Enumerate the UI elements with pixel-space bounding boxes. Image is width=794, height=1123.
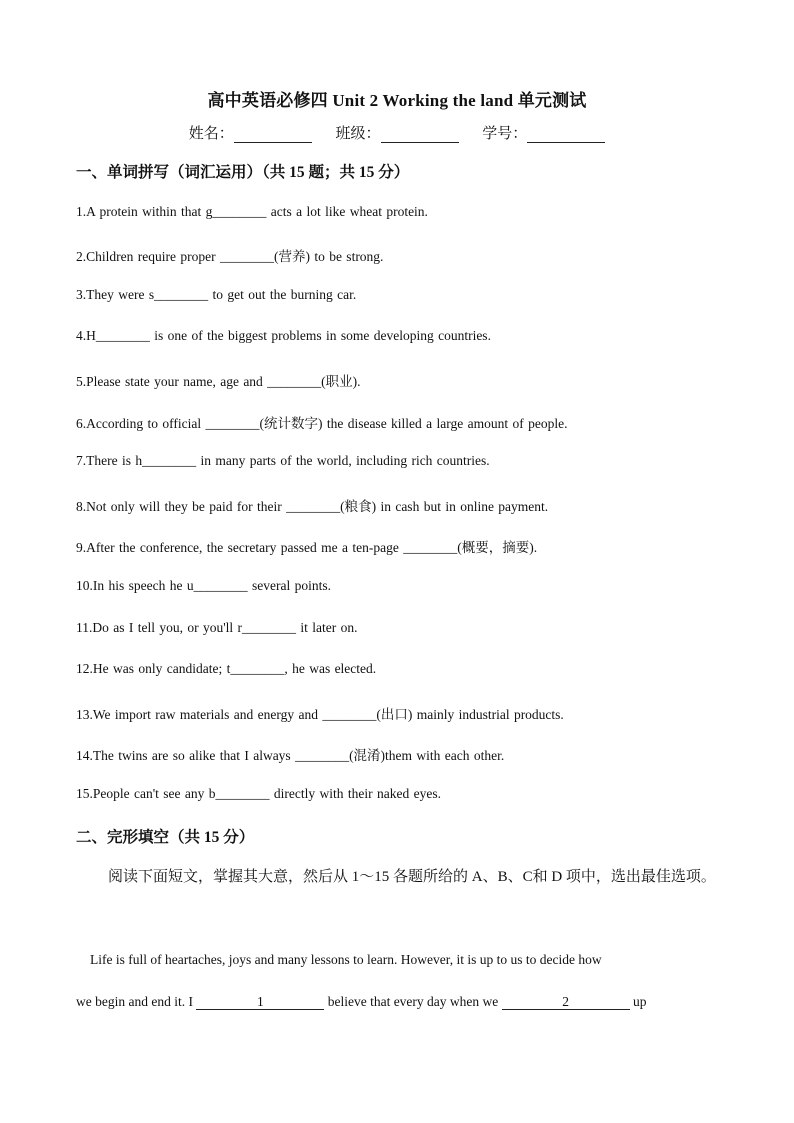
class-blank [381,128,459,143]
section2-instructions: 阅读下面短文，掌握其大意，然后从 1～15 各题所给的 A、B、C和 D 项中，选出最佳选项。 [108,869,716,885]
blank-2: 2 [502,995,630,1010]
passage-line-2 [76,994,716,1010]
class-label: 班级： [335,126,381,142]
question-4: 4.H________ is one of the biggest problems in some developing countries. [76,328,491,343]
name-blank [234,128,312,143]
question-8: 8.Not only will they be paid for their ________(粮食) in cash but in online payment. [76,499,549,514]
question-13: 13.We import raw materials and energy and ________(出口) mainly industrial products. [76,707,564,722]
passage-line-1: Life is full of heartaches, joys and many lessons to learn. However, it is up to us to decide how [90,952,602,967]
question-2: 2.Children require proper ________(营养) to be strong. [76,249,384,264]
question-3: 3.They were s________ to get out the burning car. [76,287,357,302]
question-9: 9.After the conference, the secretary passed me a ten-page ________(概要，摘要). [76,540,538,555]
id-blank [527,128,605,143]
question-5: 5.Please state your name, age and ________(职业). [76,374,361,389]
question-7: 7.There is h________ in many parts of the world, including rich countries. [76,453,490,468]
question-15: 15.People can't see any b________ directly with their naked eyes. [76,786,441,801]
question-12: 12.He was only candidate; t________, he was elected. [76,661,377,676]
section2-heading: 二、完形填空（共 15 分） [76,829,255,846]
question-11: 11.Do as I tell you, or you'll r________ it later on. [76,620,358,635]
passage-text: we begin and end it. I [76,994,197,1009]
question-6: 6.According to official ________(统计数字) the disease killed a large amount of people. [76,416,568,431]
page-title: 高中英语必修四 Unit 2 Working the land 单元测试 [207,91,587,110]
name-label: 姓名： [188,126,234,142]
section1-heading: 一、单词拼写（词汇运用）（共 15 题；共 15 分） [76,164,410,181]
question-10: 10.In his speech he u________ several points. [76,578,331,593]
id-label: 学号： [482,126,528,142]
passage-text: believe that every day when we [327,994,502,1009]
student-info-row [0,122,794,143]
blank-1: 1 [196,995,324,1010]
question-1: 1.A protein within that g________ acts a lot like wheat protein. [76,204,428,219]
question-14: 14.The twins are so alike that I always ________(混淆)them with each other. [76,748,505,763]
passage-text: up [633,994,647,1009]
